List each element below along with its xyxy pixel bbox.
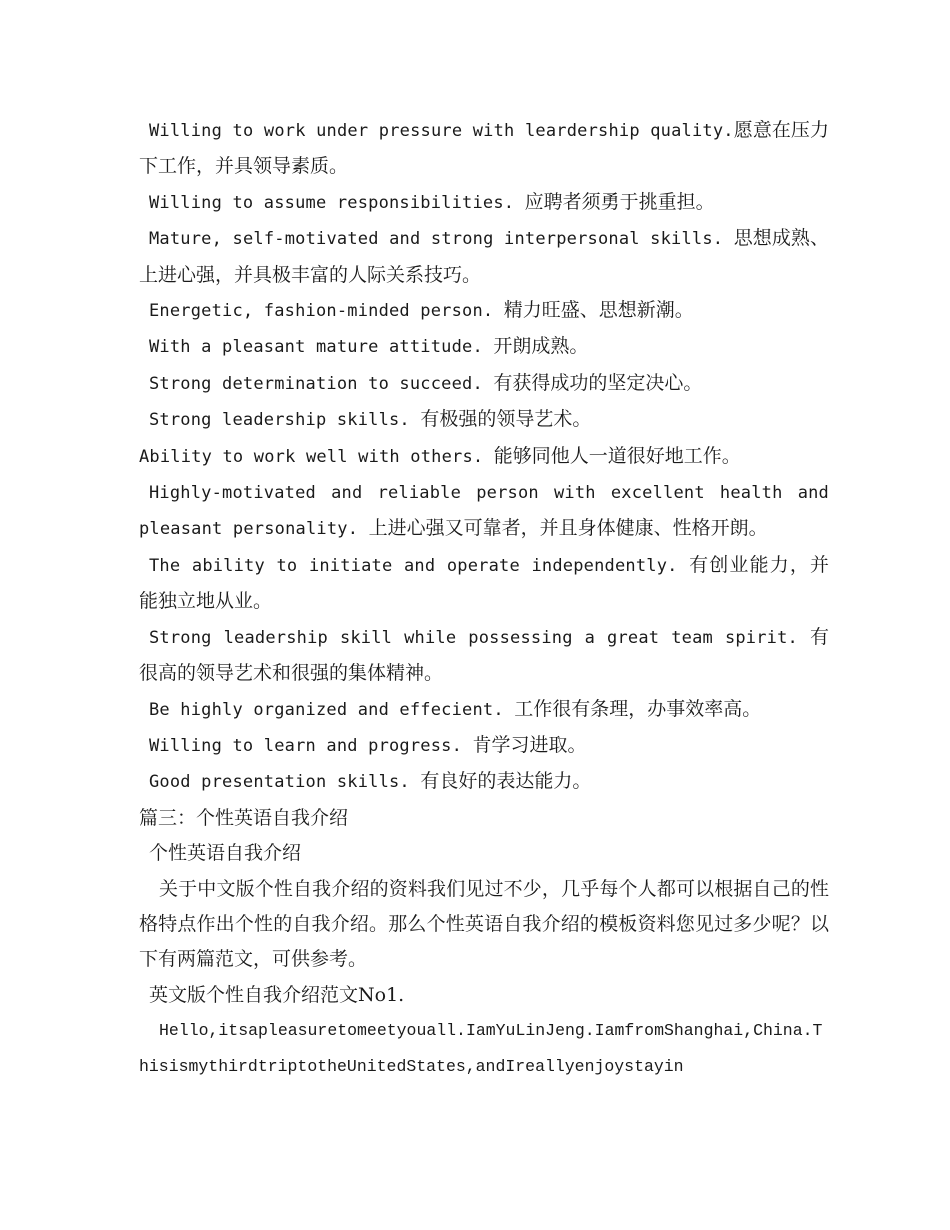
- chinese-text: 有很高的领导艺术和很强的集体精神。: [139, 625, 829, 685]
- chinese-text: 思想成熟、上进心强，并具极丰富的人际关系技巧。: [139, 227, 829, 286]
- english-text: With a pleasant mature attitude.: [149, 337, 494, 358]
- chinese-text: 上进心强又可靠者，并且身体健康、性格开朗。: [368, 517, 768, 540]
- chinese-text: 愿意在压力下工作，并具领导素质。: [139, 119, 829, 178]
- section-heading: 篇三：个性英语自我介绍: [139, 806, 349, 829]
- bilingual-paragraph: [139, 221, 829, 293]
- sample-body: Hello,itsapleasuretomeetyouall.IamYuLinJeng.IamfromShanghai,China.ThisismythirdtriptotheUnitedStates,andIreallyenjoystayin: [139, 1021, 823, 1076]
- bilingual-paragraph: [139, 728, 829, 764]
- section-subtitle: 个性英语自我介绍: [149, 842, 302, 865]
- chinese-text: 精力旺盛、思想新潮。: [503, 299, 694, 322]
- bilingual-paragraph: [139, 113, 829, 185]
- bilingual-paragraph: [139, 475, 829, 548]
- english-text: Ability to work well with others.: [139, 446, 494, 467]
- bilingual-paragraph: [139, 329, 829, 365]
- sample-title: 英文版个性自我介绍范文No1.: [149, 983, 405, 1006]
- document-page: [139, 113, 829, 1084]
- bilingual-paragraph: [139, 548, 829, 620]
- chinese-text: 有获得成功的坚定决心。: [493, 371, 703, 394]
- paragraph-list: [139, 113, 829, 801]
- bilingual-paragraph: [139, 764, 829, 800]
- english-text: Willing to assume responsibilities.: [149, 192, 525, 213]
- chinese-text: 有创业能力，并能独立地从业。: [139, 553, 829, 613]
- bilingual-paragraph: [139, 402, 829, 438]
- chinese-text: 肯学习进取。: [472, 733, 587, 756]
- english-text: Good presentation skills.: [149, 772, 421, 793]
- chinese-text: 有极强的领导艺术。: [420, 408, 592, 431]
- bilingual-paragraph: [139, 439, 829, 475]
- bilingual-paragraph: [139, 692, 829, 728]
- english-text: Willing to learn and progress.: [149, 735, 473, 756]
- english-text: Highly-motivated and reliable person with excellent health and pleasant personality.: [139, 483, 829, 540]
- chinese-text: 开朗成熟。: [493, 335, 589, 358]
- english-text: Mature, self-motivated and strong interpersonal skills.: [149, 229, 734, 250]
- bilingual-paragraph: [139, 620, 829, 692]
- english-text: Strong leadership skill while possessing a great team spirit.: [149, 627, 810, 648]
- english-text: Strong determination to succeed.: [149, 373, 494, 394]
- english-text: Be highly organized and effecient.: [149, 699, 515, 720]
- english-text: Strong leadership skills.: [149, 410, 421, 431]
- chinese-text: 能够同他人一道很好地工作。: [493, 444, 741, 467]
- chinese-text: 应聘者须勇于挑重担。: [524, 190, 715, 213]
- bilingual-paragraph: [139, 293, 829, 329]
- bilingual-paragraph: [139, 185, 829, 221]
- chinese-text: 工作很有条理，办事效率高。: [514, 697, 762, 720]
- english-text: The ability to initiate and operate independently.: [149, 555, 690, 576]
- bilingual-paragraph: [139, 366, 829, 402]
- english-text: Energetic, fashion-minded person.: [149, 301, 504, 322]
- intro-paragraph: 关于中文版个性自我介绍的资料我们见过不少，几乎每个人都可以根据自己的性格特点作出个性的自我介绍。那么个性英语自我介绍的模板资料您见过多少呢？以下有两篇范文，可供参考。: [139, 877, 829, 971]
- english-text: Willing to work under pressure with leardership quality.: [149, 121, 734, 141]
- chinese-text: 有良好的表达能力。: [420, 770, 592, 793]
